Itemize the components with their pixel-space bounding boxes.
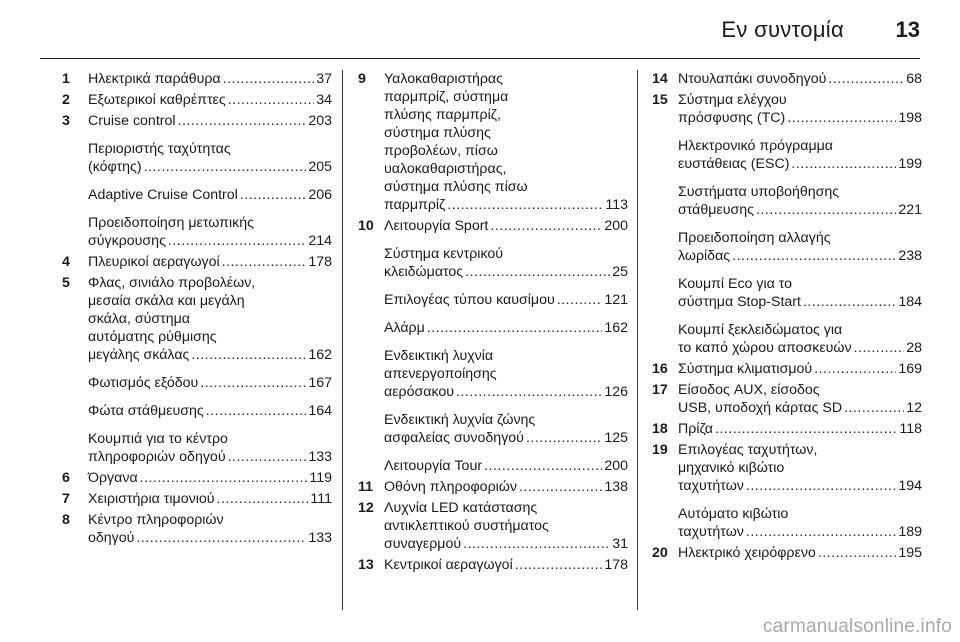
entry-last-line <box>88 402 332 420</box>
dot-leader <box>791 155 896 173</box>
index-entry <box>358 291 628 309</box>
page-header <box>40 0 920 62</box>
index-entry <box>358 319 628 337</box>
dot-leader <box>515 556 603 574</box>
dot-leader <box>200 374 306 392</box>
entry-text: Προειδοποίηση αλλαγής <box>678 230 831 246</box>
entry-page-ref[interactable]: 133 <box>308 530 332 546</box>
dot-leader <box>465 263 610 281</box>
entry-last-line <box>384 319 628 337</box>
index-entry <box>652 137 922 173</box>
entry-text: μηχανικό κιβώτιο <box>678 460 785 476</box>
page-number: 13 <box>895 17 920 42</box>
dot-leader <box>140 469 308 487</box>
entry-page-ref[interactable]: 198 <box>898 110 922 126</box>
index-entry <box>62 402 332 420</box>
entry-text: σκάλα, σύστημα <box>88 311 190 327</box>
dot-leader <box>217 490 309 508</box>
entry-text: ταχυτήτων <box>678 524 744 540</box>
entry-number: 11 <box>358 479 373 495</box>
entry-text: Υαλοκαθαριστήρας <box>384 71 503 87</box>
entry-text: μεσαία σκάλα και μεγάλη <box>88 293 245 309</box>
entry-number: 3 <box>62 113 70 129</box>
entry-number: 13 <box>358 557 374 573</box>
index-entry <box>652 275 922 311</box>
entry-page-ref[interactable]: 121 <box>604 292 628 308</box>
entry-text: ταχυτήτων <box>678 478 744 494</box>
entry-text: ασφαλείας συνοδηγού <box>384 430 524 446</box>
entry-text: σύστημα πλύσης <box>384 125 491 141</box>
entry-number: 16 <box>652 361 668 377</box>
dot-leader <box>136 529 306 547</box>
dot-leader <box>447 196 603 214</box>
entry-number: 10 <box>358 218 374 234</box>
index-entry <box>62 70 332 88</box>
entry-text: Είσοδος AUX, είσοδος <box>678 382 820 398</box>
entry-last-line <box>88 232 332 250</box>
entry-page-ref[interactable]: 68 <box>906 71 922 87</box>
entry-last-line <box>88 253 332 271</box>
entry-text: υαλοκαθαριστήρας, <box>384 161 507 177</box>
entry-last-line <box>678 201 922 219</box>
entry-text: πλύσης παρμπρίζ, <box>384 107 501 123</box>
entry-text: Σύστημα ελέγχου <box>678 92 787 108</box>
dot-leader <box>746 523 896 541</box>
entry-number: 20 <box>652 545 668 561</box>
entry-text: κλειδώματος <box>384 264 464 280</box>
index-entry <box>652 544 922 562</box>
entry-page-ref[interactable]: 118 <box>899 421 922 437</box>
entry-last-line <box>88 158 332 176</box>
entry-text: αερόσακου <box>384 384 455 400</box>
entry-text: Αυτόματο κιβώτιο <box>678 506 789 522</box>
entry-page-ref[interactable]: 162 <box>308 347 332 363</box>
index-entry <box>652 70 922 88</box>
index-entry <box>652 505 922 541</box>
entry-last-line <box>384 383 628 401</box>
index-entry <box>62 469 332 487</box>
entry-text: πληροφοριών οδηγού <box>88 449 226 465</box>
entry-number: 2 <box>62 92 70 108</box>
dot-leader <box>144 158 307 176</box>
entry-page-ref[interactable]: 126 <box>604 384 628 400</box>
entry-page-ref[interactable]: 189 <box>898 524 922 540</box>
entry-page-ref[interactable]: 206 <box>308 187 332 203</box>
dot-leader <box>756 201 896 219</box>
entry-text: Cruise control <box>88 113 176 129</box>
entry-page-ref[interactable]: 203 <box>308 113 332 129</box>
entry-last-line <box>88 346 332 364</box>
entry-text: προβολέων, πίσω <box>384 143 498 159</box>
entry-page-ref[interactable]: 31 <box>612 536 628 552</box>
entry-text: σύγκρουσης <box>88 233 166 249</box>
entry-last-line <box>88 469 332 487</box>
dot-leader <box>715 420 897 438</box>
entry-text: Ηλεκτρικά παράθυρα <box>88 71 221 87</box>
dot-leader <box>456 383 602 401</box>
entry-last-line <box>88 91 332 109</box>
entry-text: Όργανα <box>88 470 138 486</box>
index-entry <box>652 321 922 357</box>
entry-text: Adaptive Cruise Control <box>88 187 238 203</box>
entry-page-ref[interactable]: 221 <box>898 202 922 218</box>
entry-number: 8 <box>62 512 70 528</box>
entry-page-ref[interactable]: 205 <box>308 159 332 175</box>
entry-page-ref[interactable]: 195 <box>898 545 922 561</box>
entry-text: Πλευρικοί αεραγωγοί <box>88 254 220 270</box>
dot-leader <box>228 448 307 466</box>
entry-number: 5 <box>62 275 70 291</box>
entry-text: Λυχνία LED κατάστασης <box>384 500 538 516</box>
entry-text: αυτόματης ρύθμισης <box>88 329 217 345</box>
entry-page-ref[interactable]: 184 <box>898 294 922 310</box>
index-entry <box>62 214 332 250</box>
entry-text: Λειτουργία Tour <box>384 458 483 474</box>
dot-leader <box>484 457 602 475</box>
dot-leader <box>206 402 307 420</box>
entry-page-ref[interactable]: 199 <box>898 156 922 172</box>
entry-text: λωρίδας <box>678 248 731 264</box>
entry-number: 9 <box>358 71 366 87</box>
entry-last-line <box>384 291 628 309</box>
entry-last-line <box>384 429 628 447</box>
entry-page-ref[interactable]: 133 <box>308 449 332 465</box>
entry-text: Σύστημα κλιματισμού <box>678 361 813 377</box>
entry-page-ref[interactable]: 178 <box>604 557 628 573</box>
entry-text: Εξωτερικοί καθρέπτες <box>88 92 226 108</box>
dot-leader <box>223 70 315 88</box>
entry-text: Κουμπί ξεκλειδώματος για <box>678 322 843 338</box>
dot-leader <box>746 477 896 495</box>
dot-leader <box>228 91 315 109</box>
entry-page-ref[interactable]: 169 <box>898 361 922 377</box>
dot-leader <box>490 217 602 235</box>
entry-last-line <box>384 478 628 496</box>
entry-last-line <box>678 339 922 357</box>
entry-number: 12 <box>358 500 374 516</box>
entry-page-ref[interactable]: 162 <box>604 320 628 336</box>
entry-number: 19 <box>652 442 668 458</box>
entry-text: Λειτουργία Sport <box>384 218 489 234</box>
entry-number: 14 <box>652 71 668 87</box>
entry-text: Χειριστήρια τιμονιού <box>88 491 215 507</box>
entry-text: Κεντρικοί αεραγωγοί <box>384 557 513 573</box>
entry-text: Κουμπιά για το κέντρο <box>88 431 228 447</box>
entry-page-ref[interactable]: 214 <box>308 233 332 249</box>
entry-text: μεγάλης σκάλας <box>88 347 190 363</box>
section-title: Εν συντομία <box>721 17 844 42</box>
index-entry <box>62 430 332 466</box>
entry-text: Κουμπί Eco για το <box>678 276 793 292</box>
entry-page-ref[interactable]: 178 <box>308 254 332 270</box>
entry-last-line <box>88 186 332 204</box>
entry-text: σύστημα Stop-Start <box>678 294 801 310</box>
entry-text: Ενδεικτική λυχνία ζώνης <box>384 412 536 428</box>
entry-last-line <box>678 293 922 311</box>
index-entry <box>358 478 628 496</box>
entry-text: Ηλεκτρικό χειρόφρενο <box>678 545 816 561</box>
index-entry <box>652 229 922 265</box>
entry-page-ref[interactable]: 34 <box>316 92 332 108</box>
entry-page-ref[interactable]: 138 <box>604 479 628 495</box>
index-column-3 <box>652 70 922 565</box>
entry-page-ref[interactable]: 125 <box>604 430 628 446</box>
index-entry <box>652 183 922 219</box>
entry-text: Κέντρο πληροφοριών <box>88 512 224 528</box>
index-entry <box>358 70 628 214</box>
dot-leader <box>557 291 603 309</box>
entry-page-ref[interactable]: 113 <box>605 197 628 213</box>
entry-number: 15 <box>652 92 668 108</box>
entry-text: αντικλεπτικού συστήματος <box>384 518 549 534</box>
index-entry <box>652 381 922 417</box>
dot-leader <box>463 535 610 553</box>
entry-page-ref[interactable]: 167 <box>308 375 332 391</box>
entry-last-line <box>678 70 922 88</box>
entry-text: Φλας, σινιάλο προβολέων, <box>88 275 256 291</box>
entry-text: USB, υποδοχή κάρτας SD <box>678 400 843 416</box>
dot-leader <box>828 70 904 88</box>
entry-last-line <box>678 544 922 562</box>
entry-last-line <box>88 112 332 130</box>
dot-leader <box>814 360 896 378</box>
entry-last-line <box>678 477 922 495</box>
entry-page-ref[interactable]: 238 <box>898 248 922 264</box>
entry-page-ref[interactable]: 28 <box>906 340 922 356</box>
entry-last-line <box>88 490 332 508</box>
index-entry <box>62 490 332 508</box>
entry-number: 4 <box>62 254 70 270</box>
entry-page-ref[interactable]: 200 <box>604 458 628 474</box>
index-entry <box>358 347 628 401</box>
index-entry <box>62 274 332 364</box>
entry-text: Περιοριστής ταχύτητας <box>88 141 231 157</box>
entry-number: 18 <box>652 421 668 437</box>
entry-page-ref[interactable]: 25 <box>612 264 628 280</box>
entry-text: Ντουλαπάκι συνοδηγού <box>678 71 827 87</box>
dot-leader <box>854 339 905 357</box>
dot-leader <box>803 293 896 311</box>
entry-last-line <box>678 109 922 127</box>
entry-page-ref[interactable]: 119 <box>309 470 332 486</box>
dot-leader <box>222 253 307 271</box>
entry-last-line <box>678 420 922 438</box>
entry-text: σύστημα πλύσης πίσω <box>384 179 528 195</box>
dot-leader <box>732 247 896 265</box>
entry-text: παρμπρίζ <box>384 197 446 213</box>
index-entry <box>358 556 628 574</box>
entry-text: Οθόνη πληροφοριών <box>384 479 517 495</box>
index-entry <box>358 411 628 447</box>
entry-page-ref[interactable]: 194 <box>898 478 922 494</box>
dot-leader <box>526 429 602 447</box>
index-entry <box>62 91 332 109</box>
index-entry <box>652 420 922 438</box>
entry-last-line <box>678 360 922 378</box>
entry-page-ref[interactable]: 164 <box>308 403 332 419</box>
entry-last-line <box>384 535 628 553</box>
index-entry <box>652 91 922 127</box>
dot-leader <box>787 109 896 127</box>
entry-page-ref[interactable]: 111 <box>310 491 332 507</box>
entry-text: απενεργοποίησης <box>384 366 497 382</box>
entry-text: Σύστημα κεντρικού <box>384 246 504 262</box>
entry-last-line <box>678 247 922 265</box>
index-column-1 <box>62 70 332 550</box>
entry-number: 17 <box>652 382 668 398</box>
column-divider <box>342 70 343 610</box>
dot-leader <box>240 186 307 204</box>
index-column-2 <box>358 70 628 577</box>
entry-last-line <box>88 374 332 392</box>
entry-text: Προειδοποίηση μετωπικής <box>88 215 254 231</box>
entry-page-ref[interactable]: 12 <box>906 400 922 416</box>
column-divider <box>637 70 638 610</box>
entry-text: (κόφτης) <box>88 159 142 175</box>
entry-text: Ενδεικτική λυχνία <box>384 348 494 364</box>
dot-leader <box>519 478 602 496</box>
index-entry <box>358 245 628 281</box>
entry-last-line <box>88 448 332 466</box>
entry-last-line <box>678 155 922 173</box>
index-entry <box>62 511 332 547</box>
entry-last-line <box>384 196 628 214</box>
entry-number: 7 <box>62 491 70 507</box>
entry-text: το καπό χώρου αποσκευών <box>678 340 852 356</box>
entry-text: Ηλεκτρονικό πρόγραμμα <box>678 138 833 154</box>
entry-text: Επιλογέας ταχυτήτων, <box>678 442 818 458</box>
entry-text: Φωτισμός εξόδου <box>88 375 199 391</box>
dot-leader <box>178 112 307 130</box>
entry-text: συναγερμού <box>384 536 462 552</box>
index-entry <box>62 140 332 176</box>
index-entry <box>652 360 922 378</box>
dot-leader <box>191 346 306 364</box>
entry-text: πρόσφυσης (TC) <box>678 110 786 126</box>
entry-last-line <box>384 263 628 281</box>
entry-text: Επιλογέας τύπου καυσίμου <box>384 292 555 308</box>
entry-text: Συστήματα υποβοήθησης <box>678 184 840 200</box>
entry-page-ref[interactable]: 200 <box>604 218 628 234</box>
index-entry <box>62 374 332 392</box>
entry-text: Φώτα στάθμευσης <box>88 403 204 419</box>
watermark: carmanualsonline.info <box>762 616 952 637</box>
entry-last-line <box>88 70 332 88</box>
entry-last-line <box>384 217 628 235</box>
entry-text: οδηγού <box>88 530 135 546</box>
dot-leader <box>818 544 897 562</box>
index-entry <box>358 457 628 475</box>
index-entry <box>62 186 332 204</box>
entry-text: ευστάθειας (ESC) <box>678 156 790 172</box>
dot-leader <box>427 319 603 337</box>
entry-number: 1 <box>62 71 70 87</box>
entry-text: Αλάρμ <box>384 320 425 336</box>
index-entry <box>652 441 922 495</box>
header-divider <box>40 58 920 59</box>
entry-number: 6 <box>62 470 70 486</box>
index-entry <box>358 217 628 235</box>
entry-last-line <box>384 556 628 574</box>
index-entry <box>358 499 628 553</box>
dot-leader <box>168 232 306 250</box>
index-entry <box>62 112 332 130</box>
entry-text: στάθμευσης <box>678 202 754 218</box>
index-entry <box>62 253 332 271</box>
dot-leader <box>844 399 904 417</box>
entry-page-ref[interactable]: 37 <box>316 71 332 87</box>
entry-last-line <box>678 523 922 541</box>
entry-last-line <box>384 457 628 475</box>
entry-last-line <box>88 529 332 547</box>
entry-text: Πρίζα <box>678 421 713 437</box>
entry-last-line <box>678 399 922 417</box>
entry-text: παρμπρίζ, σύστημα <box>384 89 509 105</box>
